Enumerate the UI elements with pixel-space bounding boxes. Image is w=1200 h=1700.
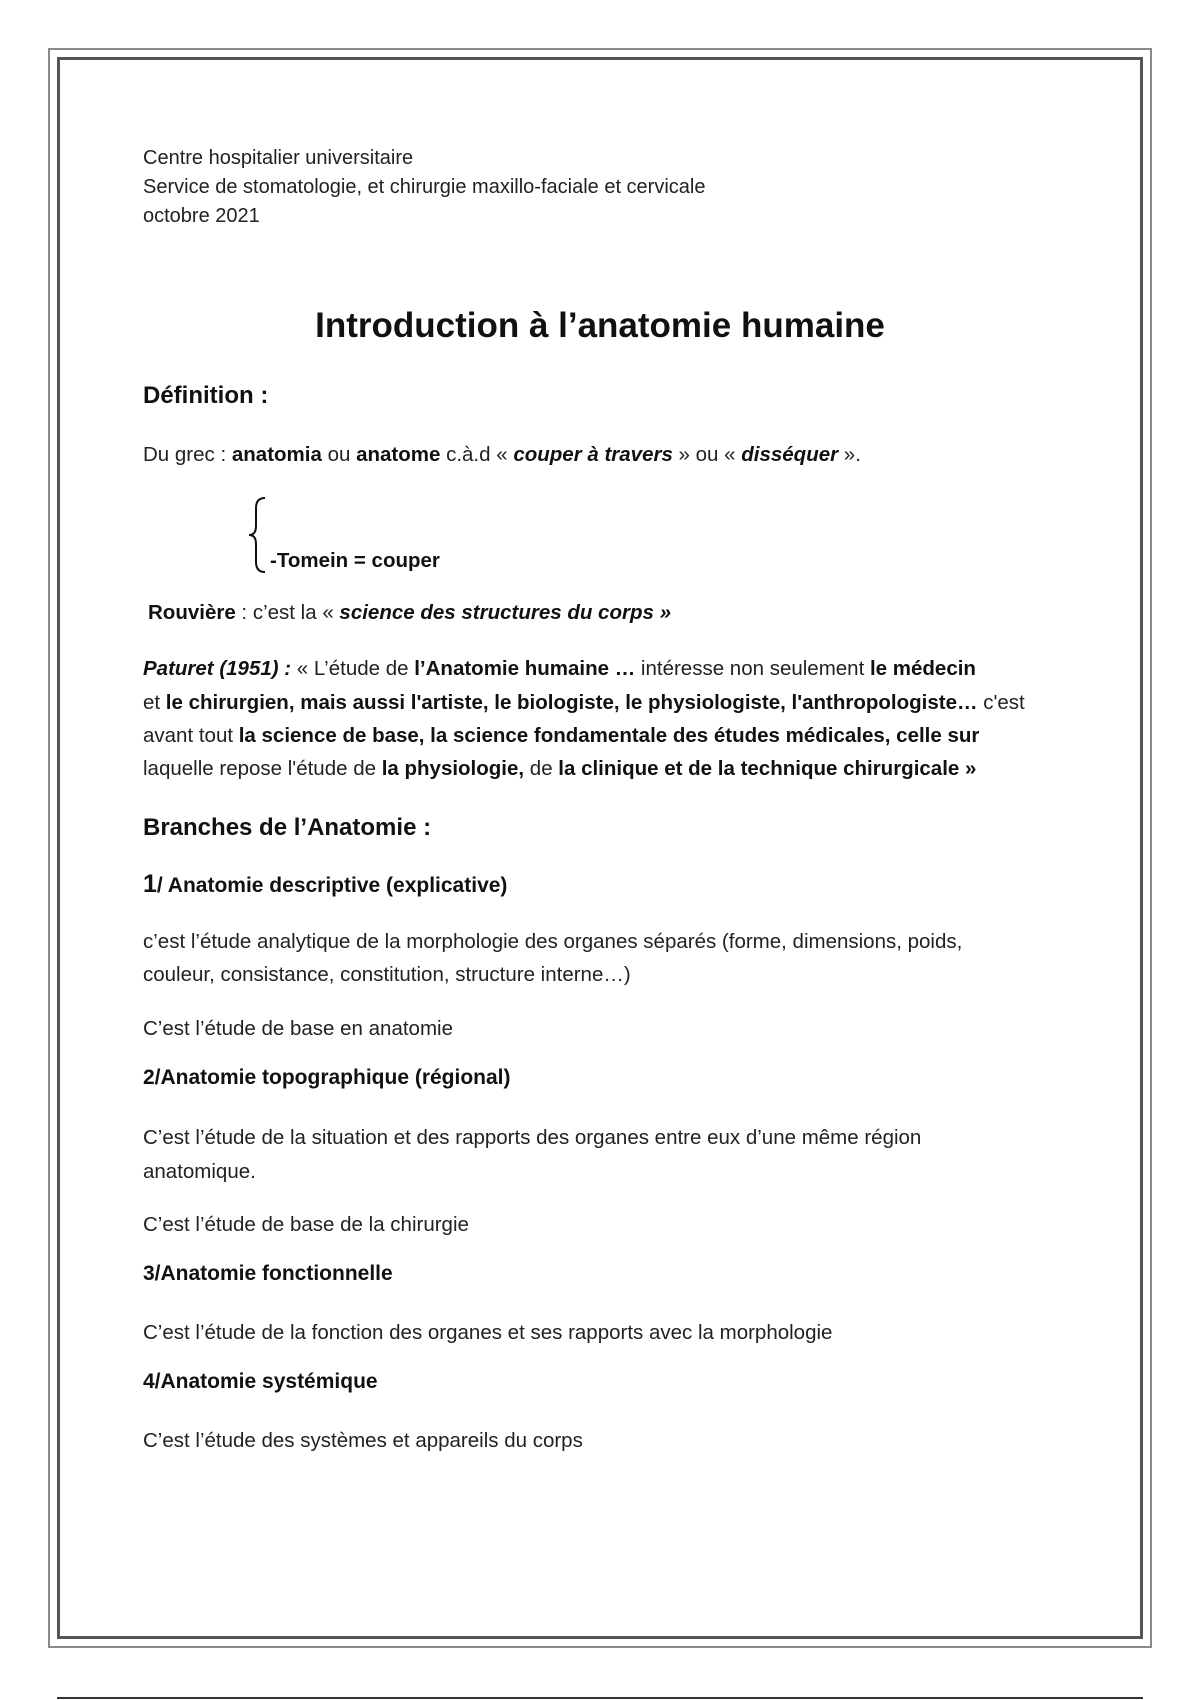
branch-2-title: 2/Anatomie topographique (régional)	[143, 1066, 511, 1089]
branch-1-number: 1	[143, 870, 157, 898]
branch-1-desc-line-2: couleur, consistance, constitution, structure interne…)	[143, 963, 631, 986]
branch-3-desc: C’est l’étude de la fonction des organes et ses rapports avec la morphologie	[143, 1321, 833, 1344]
branch-2-desc-line-2: anatomique.	[143, 1160, 256, 1183]
branch-4-desc: C’est l’étude des systèmes et appareils du corps	[143, 1429, 583, 1452]
definition-line	[143, 438, 861, 472]
paturet-line-2	[143, 686, 1025, 720]
meaning-dissequer: disséquer	[741, 443, 839, 466]
paturet-text-4: c'est	[977, 691, 1025, 714]
branch-3-title: 3/Anatomie fonctionnelle	[143, 1262, 393, 1285]
branch-1-label: / Anatomie descriptive (explicative)	[156, 874, 508, 897]
page-border-inner	[57, 57, 1143, 1639]
paturet-bold-5: la physiologie,	[381, 757, 525, 780]
rouviere-line	[148, 596, 671, 630]
paturet-bold-3: le chirurgien, mais aussi l'artiste, le biologiste, le physiologiste, l'anthropologiste…	[165, 691, 978, 714]
paturet-text-2: intéresse non seulement	[635, 657, 870, 680]
header-service: Service de stomatologie, et chirurgie maxillo-faciale et cervicale	[143, 176, 706, 198]
paturet-text-3: et	[143, 691, 166, 714]
branch-1-note: C’est l’étude de base en anatomie	[143, 1017, 453, 1040]
rouviere-text: : c’est la «	[235, 601, 340, 624]
curly-brace	[245, 496, 269, 574]
branches-heading: Branches de l’Anatomie :	[143, 814, 432, 841]
paturet-bold-4: la science de base, la science fondamentale des études médicales, celle sur	[238, 724, 980, 747]
paturet-text-1: « L’étude de	[291, 657, 415, 680]
definition-cad: c.à.d «	[440, 443, 514, 466]
paturet-bold-2: le médecin	[869, 657, 976, 680]
definition-heading: Définition :	[143, 382, 269, 409]
page-title: Introduction à l’anatomie humaine	[315, 306, 885, 345]
branch-2-note: C’est l’étude de base de la chirurgie	[143, 1213, 469, 1236]
branch-1-desc-line-1: c’est l’étude analytique de la morphologie des organes séparés (forme, dimensions, poids,	[143, 930, 963, 953]
paturet-author: Paturet (1951) :	[143, 657, 292, 680]
definition-intro: Du grec :	[143, 443, 232, 466]
tomein-line: -Tomein = couper	[270, 549, 440, 572]
paturet-bold-6: la clinique et de la technique chirurgicale »	[558, 757, 977, 780]
definition-ou: » ou «	[672, 443, 742, 466]
meaning-couper: couper à travers	[513, 443, 673, 466]
rouviere-quote: science des structures du corps »	[339, 601, 671, 624]
bottom-rule	[57, 1697, 1143, 1699]
paturet-line-4	[143, 752, 976, 786]
header-institution: Centre hospitalier universitaire	[143, 147, 414, 169]
branch-1-title	[143, 870, 507, 899]
term-anatome: anatome	[356, 443, 441, 466]
paturet-bold-1: l’Anatomie humaine …	[414, 657, 636, 680]
definition-or: ou	[321, 443, 357, 466]
definition-end: ».	[838, 443, 861, 466]
branch-4-title: 4/Anatomie systémique	[143, 1370, 378, 1393]
header-date: octobre 2021	[143, 205, 260, 227]
paturet-line-1	[143, 652, 976, 686]
paturet-line-3	[143, 719, 979, 753]
rouviere-name: Rouvière	[148, 601, 236, 624]
paturet-text-7: de	[524, 757, 559, 780]
term-anatomia: anatomia	[231, 443, 322, 466]
paturet-text-6: laquelle repose l'étude de	[143, 757, 382, 780]
paturet-text-5: avant tout	[143, 724, 239, 747]
branch-2-desc-line-1: C’est l’étude de la situation et des rapports des organes entre eux d’une même région	[143, 1126, 922, 1149]
